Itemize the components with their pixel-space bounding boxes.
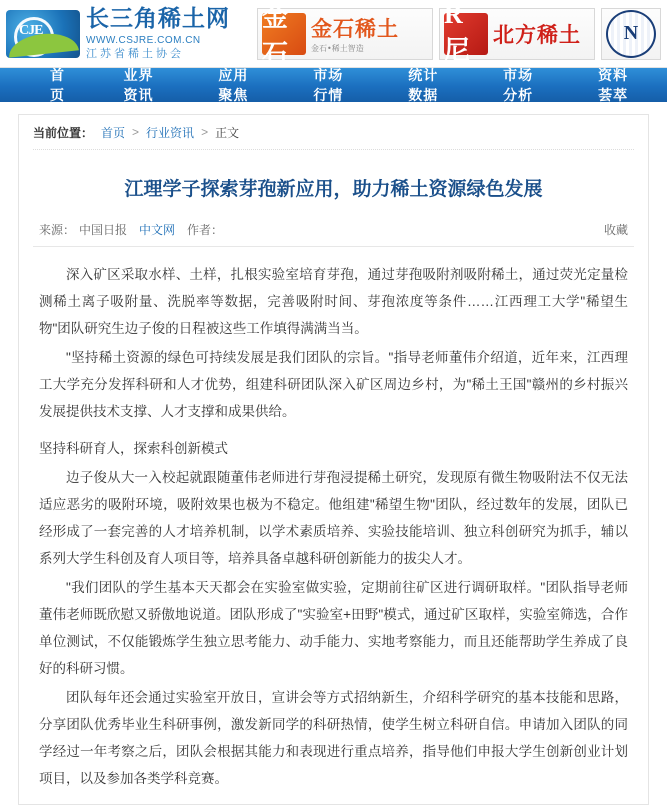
- breadcrumb-item-home[interactable]: 首页: [101, 125, 126, 140]
- article-paragraph: 团队每年还会通过实验室开放日，宣讲会等方式招纳新生，介绍科学研究的基本技能和思路，分享团队优秀毕业生科研事例，激发新同学的科研热情，使学生树立科研自信。申请加入团队的同学经过一年考察之后，团队会根据其能力和表现进行重点培养，指导他们申报大学生创新创业计划项目，以及参加各类学科竞赛。: [39, 689, 628, 786]
- ad-banner-jinshi[interactable]: [257, 2, 433, 69]
- ad-mark-text: R尼: [444, 0, 471, 65]
- breadcrumb-item-industry-news[interactable]: 行业资讯: [146, 125, 195, 140]
- nav-item-statistics[interactable]: 统计数据: [408, 67, 439, 103]
- page-title: 江理学子探索芽孢新应用，助力稀土资源绿色发展: [124, 178, 543, 200]
- ad-banner-third[interactable]: [601, 8, 661, 60]
- breadcrumb-label: 当前位置：: [33, 125, 94, 140]
- breadcrumb: [33, 115, 634, 150]
- source-label: 来源：: [39, 222, 76, 237]
- logo-abbr: CJE: [19, 22, 43, 38]
- breadcrumb-separator: >: [132, 125, 140, 139]
- breadcrumb-separator: >: [201, 125, 209, 139]
- beifang-logo-icon: [444, 0, 488, 65]
- nav-item-resources[interactable]: 资料荟萃: [598, 67, 629, 103]
- site-banner: [0, 0, 667, 68]
- banner-ads: [257, 0, 661, 69]
- third-logo-icon: [606, 10, 656, 58]
- ad-mark-text: 金石: [262, 2, 289, 69]
- ad-title-jinshi: [311, 13, 399, 54]
- ad-mark-text: N: [623, 22, 639, 44]
- logo-text-block: [86, 6, 230, 61]
- source-link[interactable]: 中文网: [139, 222, 176, 237]
- nav-item-market-analysis[interactable]: 市场分析: [503, 67, 534, 103]
- ad-title-text: 北方稀土: [493, 22, 581, 47]
- main-navigation: [0, 68, 667, 102]
- ad-title-text: 金石稀土: [311, 17, 399, 41]
- nav-item-application-focus[interactable]: 应用聚焦: [218, 67, 249, 103]
- article-paragraph: 深入矿区采取水样、土样，扎根实验室培育芽孢，通过芽孢吸附剂吸附稀土，通过荧光定量检测稀土离子吸附量、洗脱率等数据，完善吸附时间、芽孢浓度等条件……江西理工大学"稀望生物"团队研究生边子俊的日程被这些工作填得满满当当。: [39, 266, 628, 336]
- jinshi-logo-icon: [262, 2, 306, 69]
- author-label: 作者：: [187, 222, 224, 237]
- site-org: 江苏省稀土协会: [86, 48, 184, 61]
- article-paragraph: 边子俊从大一入校起就跟随董伟老师进行芽孢浸提稀土研究，发现原有微生物吸附法不仅无法适应恶劣的吸附环境，吸附效果也极为不稳定。他组建"稀望生物"团队，经过数年的发展，团队已经形成了一套完善的人才培养机制，以学术素质培养、实验技能培训、独立科创研究为抓手，辅以系列大学生科创及育人项目等，培养具备卓越科研创新能力的拔尖人才。: [39, 469, 628, 566]
- logo-emblem-icon: [6, 10, 80, 58]
- nav-item-market-quotes[interactable]: 市场行情: [313, 67, 344, 103]
- article-paragraph: "我们团队的学生基本天天都会在实验室做实验，定期前往矿区进行调研取样。"团队指导老师董伟老师既欣慰又骄傲地说道。团队形成了"实验室+田野"模式，通过矿区取样，实验室筛选，合作单位测试，不仅能锻炼学生独立思考能力、动手能力、实地考察能力，而且还能帮助学生养成了良好的科研习惯。: [39, 579, 628, 676]
- content-panel: [18, 114, 649, 805]
- ad-banner-beifang[interactable]: [439, 0, 595, 65]
- site-url: WWW.CSJRE.COM.CN: [86, 34, 201, 46]
- article-body: [33, 247, 634, 792]
- site-title: 长三角稀土网: [86, 6, 230, 33]
- ad-subtitle-jinshi: 金石•稀土智造: [311, 44, 364, 53]
- nav-item-industry-news[interactable]: 业界资讯: [123, 67, 154, 103]
- breadcrumb-item-current: 正文: [215, 125, 240, 140]
- nav-item-home[interactable]: 首页: [50, 67, 65, 103]
- article-paragraph: "坚持稀土资源的绿色可持续发展是我们团队的宗旨。"指导老师董伟介绍道，近年来，江西理工大学充分发挥科研和人才优势，组建科研团队深入矿区周边乡村，为"稀土王国"赣州的乡村振兴发展提供技术支撑、人才支撑和成果供给。: [39, 349, 628, 419]
- favorite-button[interactable]: 收藏: [603, 222, 628, 237]
- article-meta: [33, 221, 634, 247]
- article-subheading: 坚持科研育人，探索科创新模式: [39, 440, 228, 456]
- site-logo[interactable]: [6, 5, 251, 63]
- source-name: 中国日报: [79, 222, 128, 237]
- ad-title-beifang: [493, 19, 581, 49]
